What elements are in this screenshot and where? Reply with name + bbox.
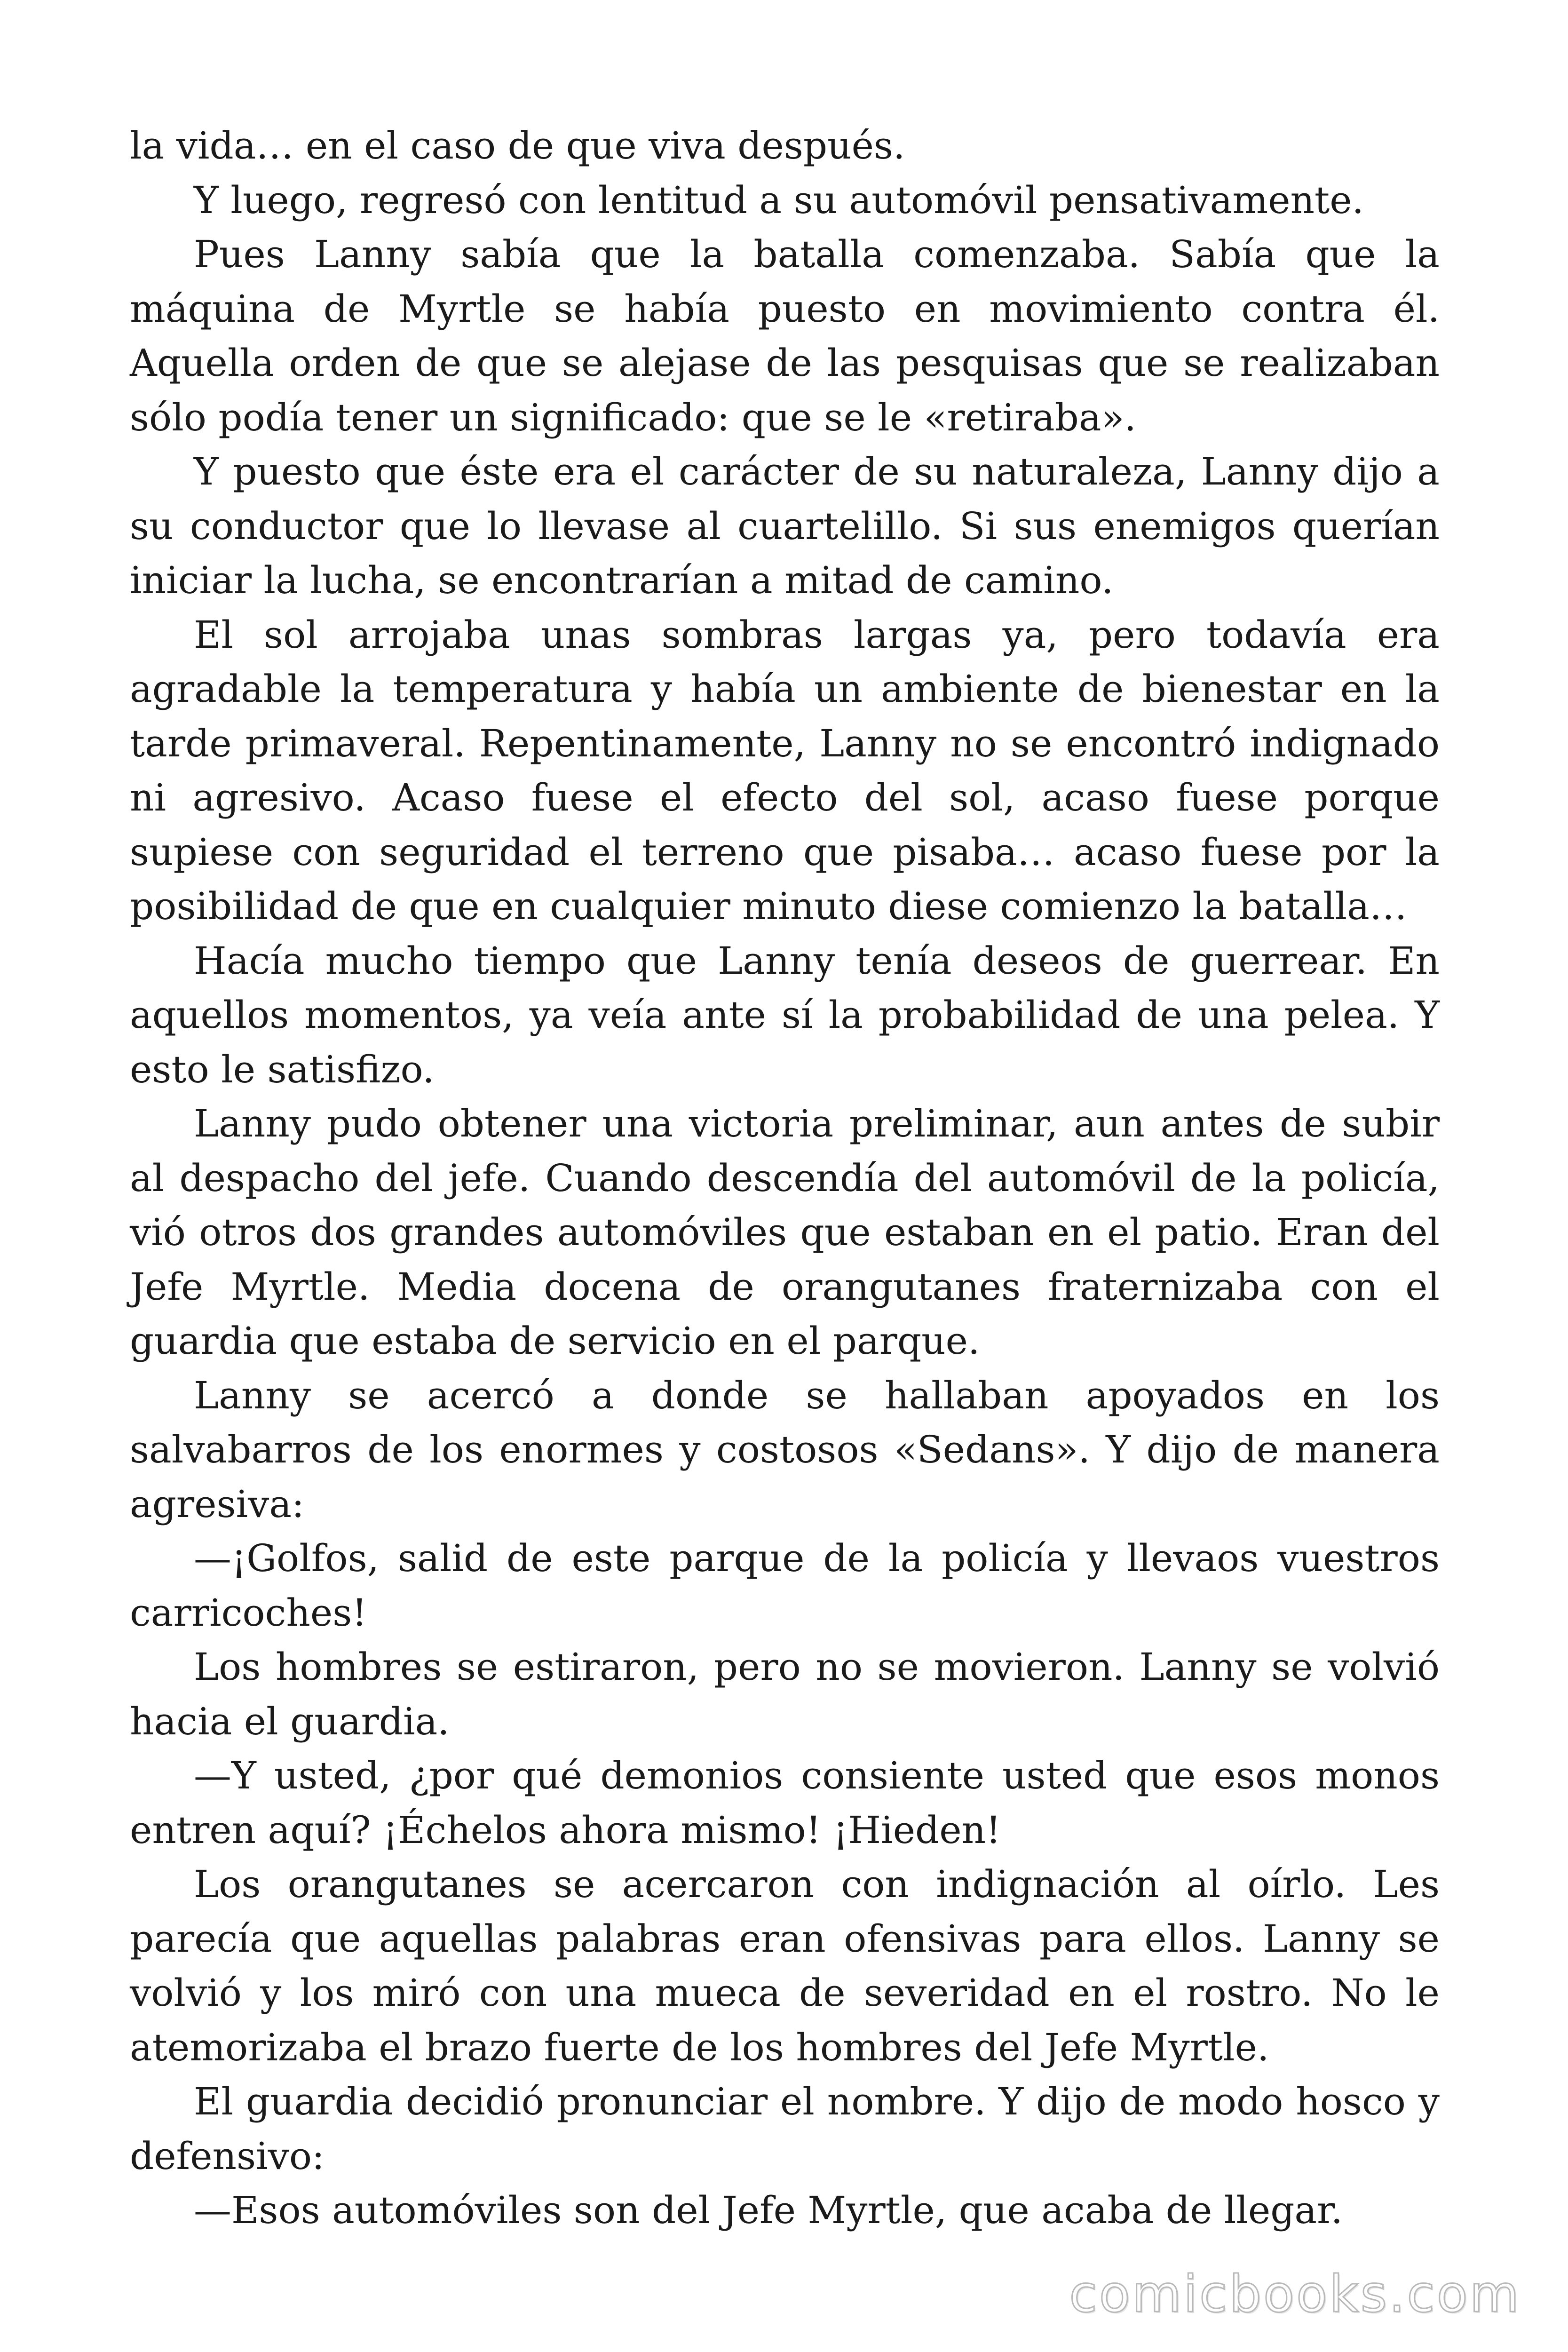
paragraph-3: Pues Lanny sabía que la batalla comenzaba. Sabía que la máquina de Myrtle se había puesto en movimiento contra él. Aquella orden de que se alejase de las pesquisas que se realizaban sólo podía tener un significado: que se le «retiraba». xyxy=(130,232,1440,439)
paragraph-14: —Esos automóviles son del Jefe Myrtle, que acaba de llegar. xyxy=(194,2188,1343,2232)
paragraph-1: la vida… en el caso de que viva después. xyxy=(130,124,905,167)
paragraph-6: Hacía mucho tiempo que Lanny tenía deseos de guerrear. En aquellos momentos, ya veía ante sí la probabilidad de una pelea. Y esto le satisfizo. xyxy=(130,938,1440,1091)
page-text xyxy=(130,119,1440,2238)
paragraph-9: —¡Golfos, salid de este parque de la policía y llevaos vuestros carricoches! xyxy=(130,1536,1440,1635)
paragraph-7: Lanny pudo obtener una victoria preliminar, aun antes de subir al despacho del jefe. Cuando descendía del automóvil de la policía, vió otros dos grandes automóviles que estaban en el patio. Eran del Jefe Myrtle. Media docena de orangutanes fraternizaba con el guardia que estaba de servicio en el parque. xyxy=(130,1102,1440,1363)
paragraph-10: Los hombres se estiraron, pero no se movieron. Lanny se volvió hacia el guardia. xyxy=(130,1645,1440,1743)
paragraph-4: Y puesto que éste era el carácter de su naturaleza, Lanny dijo a su conductor que lo llevase al cuartelillo. Si sus enemigos querían iniciar la lucha, se encontrarían a mitad de camino. xyxy=(130,450,1440,602)
paragraph-11: —Y usted, ¿por qué demonios consiente usted que esos monos entren aquí? ¡Échelos ahora mismo! ¡Hieden! xyxy=(130,1754,1440,1852)
watermark: comicbooks.com xyxy=(1069,2265,1521,2324)
paragraph-8: Lanny se acercó a donde se hallaban apoyados en los salvabarros de los enormes y costosos «Sedans». Y dijo de manera agresiva: xyxy=(130,1373,1440,1526)
paragraph-2: Y luego, regresó con lentitud a su automóvil pensativamente. xyxy=(194,178,1364,222)
paragraph-13: El guardia decidió pronunciar el nombre. Y dijo de modo hosco y defensivo: xyxy=(130,2080,1440,2178)
paragraph-12: Los orangutanes se acercaron con indignación al oírlo. Les parecía que aquellas palabras eran ofensivas para ellos. Lanny se volvió y los miró con una mueca de severidad en el rostro. No le atemorizaba el brazo fuerte de los hombres del Jefe Myrtle. xyxy=(130,1862,1440,2069)
paragraph-5: El sol arrojaba unas sombras largas ya, pero todavía era agradable la temperatura y había un ambiente de bienestar en la tarde primaveral. Repentinamente, Lanny no se encontró indignado ni agresivo. Acaso fuese el efecto del sol, acaso fuese porque supiese con seguridad el terreno que pisaba… acaso fuese por la posibilidad de que en cualquier minuto diese comienzo la batalla… xyxy=(130,612,1440,928)
